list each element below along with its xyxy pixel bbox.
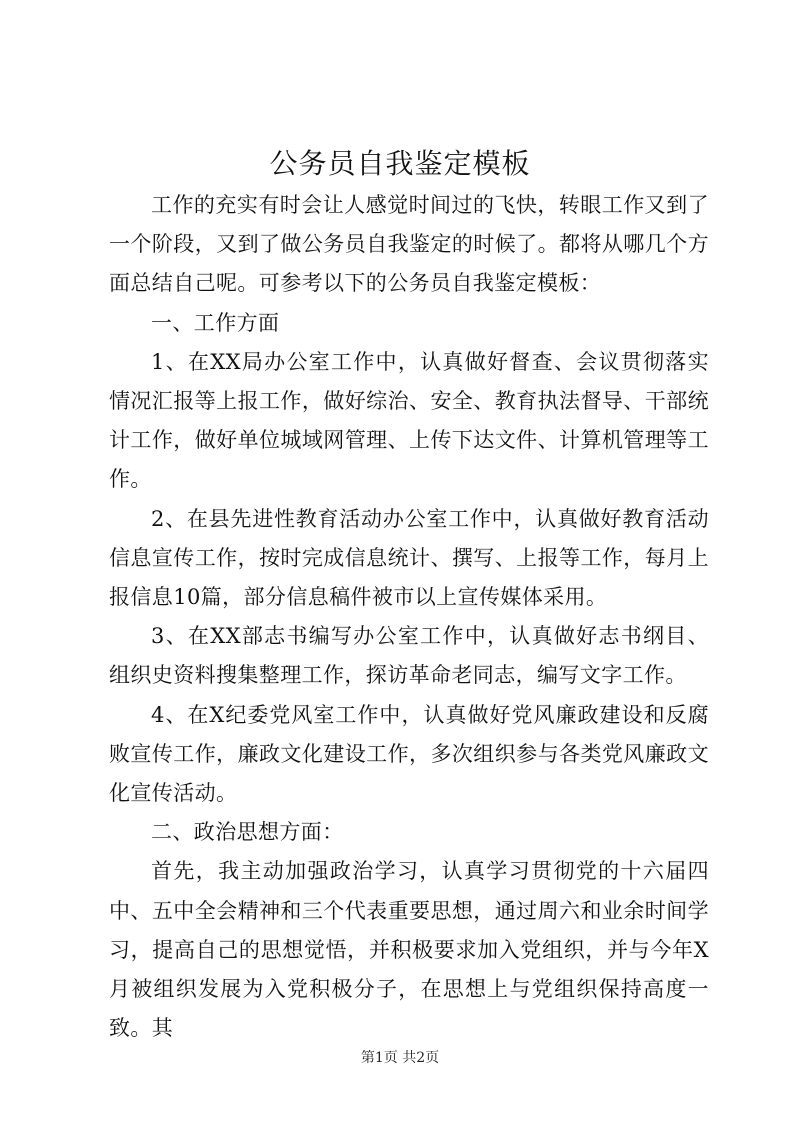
document-body bbox=[109, 186, 709, 1048]
document-title: 公务员自我鉴定模板 bbox=[269, 147, 531, 180]
work-item-2: 2、在县先进性教育活动办公室工作中，认真做好教育活动信息宣传工作，按时完成信息统计、撰写、上报等工作，每月上报信息10篇，部分信息稿件被市以上宣传媒体采用。 bbox=[109, 506, 709, 610]
work-item-1: 1、在XX局办公室工作中，认真做好督查、会议贯彻落实情况汇报等上报工作，做好综治、安全、教育执法督导、干部统计工作，做好单位城域网管理、上传下达文件、计算机管理等工作。 bbox=[109, 349, 709, 492]
political-paragraph: 首先，我主动加强政治学习，认真学习贯彻党的十六届四中、五中全会精神和三个代表重要思想，通过周六和业余时间学习，提高自己的思想觉悟，并积极要求加入党组织，并与今年X月被组织发展为入党积极分子，在思想上与党组织保持高度一致。其 bbox=[109, 859, 709, 1041]
intro-paragraph: 工作的充实有时会让人感觉时间过的飞快，转眼工作又到了一个阶段，又到了做公务员自我鉴定的时候了。都将从哪几个方面总结自己呢。可参考以下的公务员自我鉴定模板： bbox=[109, 193, 709, 296]
work-item-3: 3、在XX部志书编写办公室工作中，认真做好志书纲目、组织史资料搜集整理工作，探访革命老同志，编写文字工作。 bbox=[109, 624, 709, 688]
work-item-4: 4、在X纪委党风室工作中，认真做好党风廉政建设和反腐败宣传工作，廉政文化建设工作，多次组织参与各类党风廉政文化宣传活动。 bbox=[109, 702, 709, 806]
section-heading-political: 二、政治思想方面： bbox=[151, 820, 344, 845]
page-footer: 第1页 共2页 bbox=[360, 1050, 440, 1066]
section-heading-work: 一、工作方面 bbox=[151, 310, 280, 335]
